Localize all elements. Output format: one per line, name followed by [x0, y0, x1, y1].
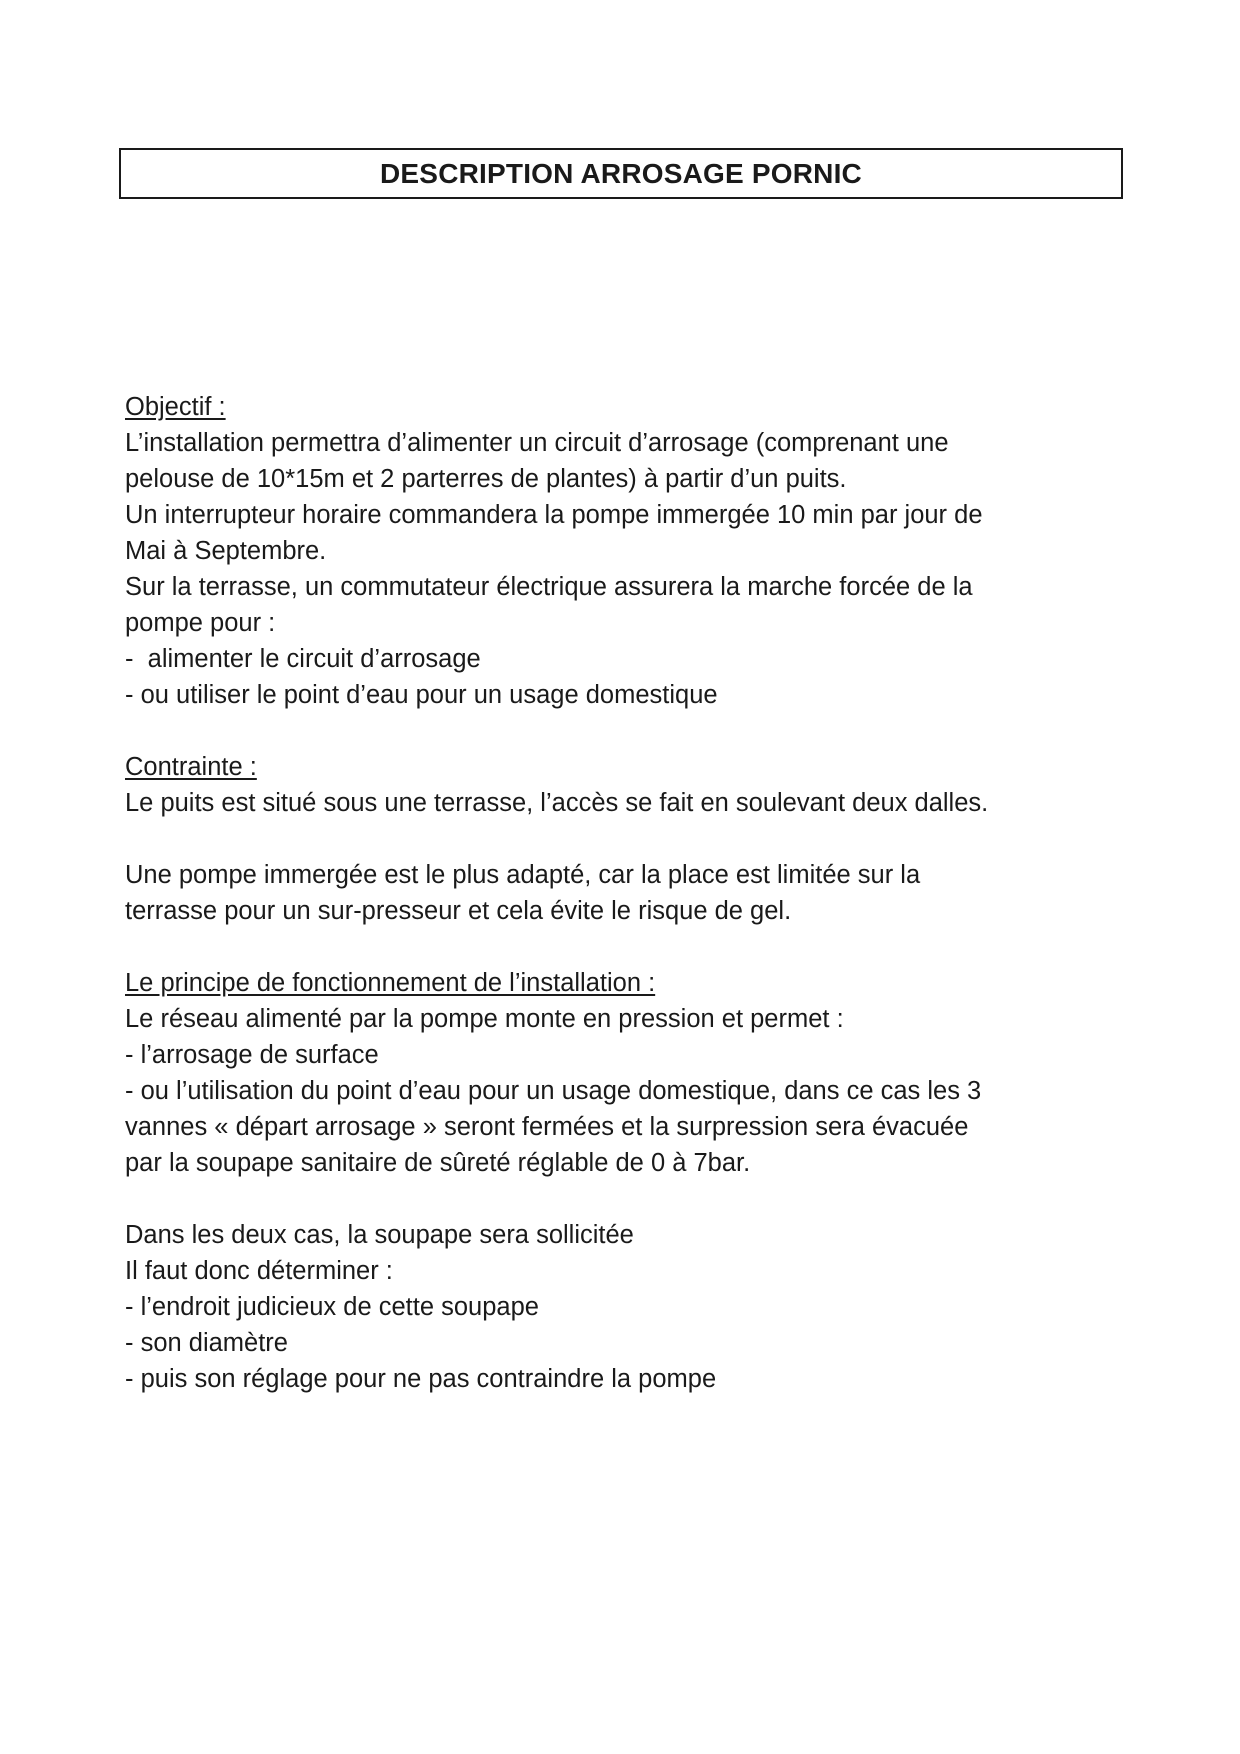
paragraph-gap [125, 713, 1125, 749]
conclusion-list-item: - puis son réglage pour ne pas contraindre la pompe [125, 1365, 717, 1393]
objectif-line: Un interrupteur horaire commandera la pompe immergée 10 min par jour de [125, 501, 983, 529]
objectif-line: pompe pour : [125, 609, 276, 637]
objectif-line: L’installation permettra d’alimenter un circuit d’arrosage (comprenant une [125, 429, 949, 457]
contrainte-line: Une pompe immergée est le plus adapté, car la place est limitée sur la [125, 861, 921, 889]
paragraph-gap [125, 1181, 1125, 1217]
principe-list-item: - ou l’utilisation du point d’eau pour un usage domestique, dans ce cas les 3 [125, 1077, 982, 1105]
principe-line: Le réseau alimenté par la pompe monte en pression et permet : [125, 1005, 844, 1033]
section-heading-objectif: Objectif : [125, 393, 226, 421]
objectif-list-item: - ou utiliser le point d’eau pour un usage domestique [125, 681, 718, 709]
principe-line: vannes « départ arrosage » seront fermées et la surpression sera évacuée [125, 1113, 969, 1141]
paragraph-gap [125, 821, 1125, 857]
section-heading-contrainte: Contrainte : [125, 753, 257, 781]
conclusion-list-item: - l’endroit judicieux de cette soupape [125, 1293, 539, 1321]
principe-list-item: - l’arrosage de surface [125, 1041, 379, 1069]
section-heading-principe: Le principe de fonctionnement de l’installation : [125, 969, 656, 997]
paragraph-gap [125, 929, 1125, 965]
contrainte-line: Le puits est situé sous une terrasse, l’accès se fait en soulevant deux dalles. [125, 789, 989, 817]
objectif-line: pelouse de 10*15m et 2 parterres de plantes) à partir d’un puits. [125, 465, 847, 493]
page-title: DESCRIPTION ARROSAGE PORNIC [380, 157, 862, 189]
objectif-line: Mai à Septembre. [125, 537, 327, 565]
conclusion-line: Dans les deux cas, la soupape sera sollicitée [125, 1221, 634, 1249]
conclusion-list-item: - son diamètre [125, 1329, 288, 1357]
principe-line: par la soupape sanitaire de sûreté réglable de 0 à 7bar. [125, 1149, 751, 1177]
objectif-list-item: - alimenter le circuit d’arrosage [125, 645, 481, 673]
objectif-line: Sur la terrasse, un commutateur électrique assurera la marche forcée de la [125, 573, 973, 601]
title-box [119, 148, 1123, 199]
conclusion-line: Il faut donc déterminer : [125, 1257, 393, 1285]
document-body [125, 389, 1125, 1397]
contrainte-line: terrasse pour un sur-presseur et cela évite le risque de gel. [125, 897, 792, 925]
